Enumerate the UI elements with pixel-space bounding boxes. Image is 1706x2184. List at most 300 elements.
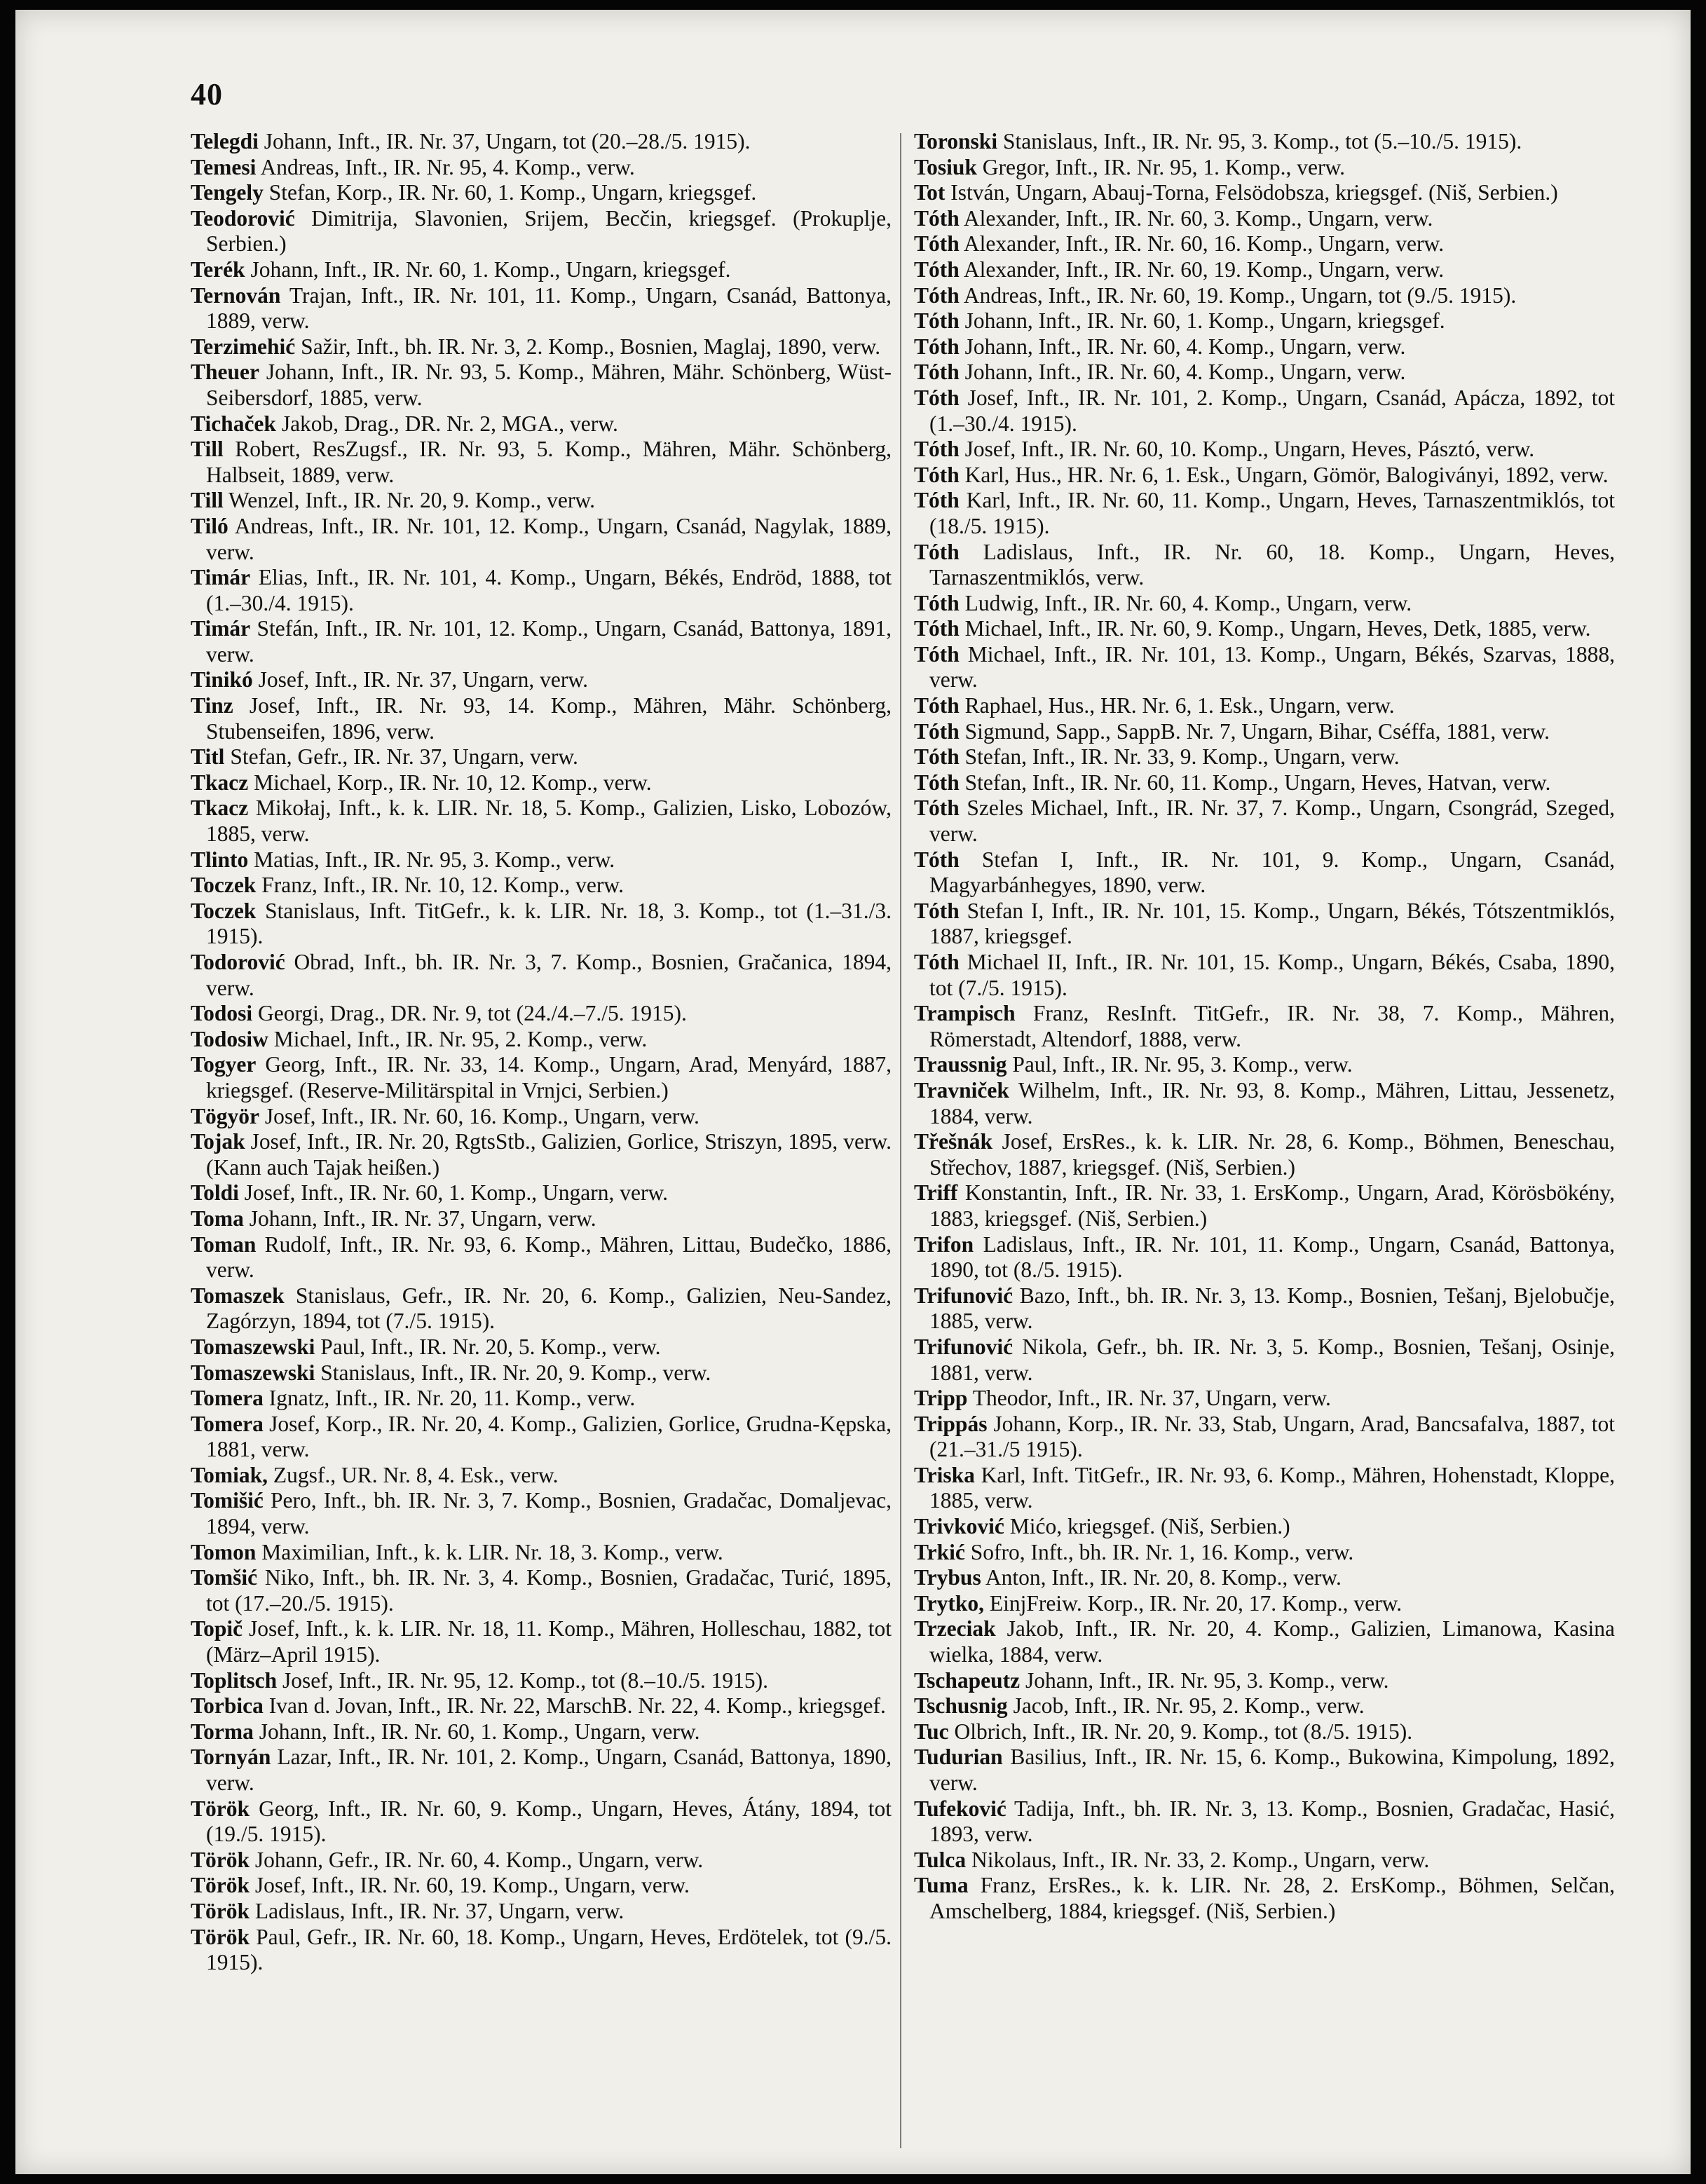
entry-details: Paul, Gefr., IR. Nr. 60, 18. Komp., Ungarn, Heves, Erdötelek, tot (9./5. 1915). [206, 1924, 892, 1975]
register-entry [191, 899, 892, 950]
register-entry [914, 1232, 1615, 1283]
entry-surname: Tripp [914, 1386, 968, 1411]
register-entry [914, 1591, 1615, 1617]
entry-details: Stefan, Gefr., IR. Nr. 37, Ungarn, verw. [230, 744, 578, 770]
entry-details: Ignatz, Inft., IR. Nr. 20, 11. Komp., verw. [268, 1386, 636, 1411]
entry-surname: Tichaček [191, 411, 276, 436]
entry-surname: Toman [191, 1231, 257, 1257]
entry-details: Johann, Inft., IR. Nr. 60, 1. Komp., Ungarn, verw. [259, 1719, 700, 1744]
entry-surname: Tóth [914, 539, 960, 564]
entry-surname: Třešnák [914, 1129, 993, 1154]
register-entry [191, 1335, 892, 1360]
entry-surname: Titl [191, 744, 225, 770]
entry-details: Franz, ErsRes., k. k. LIR. Nr. 28, 2. ErsKomp., Böhmen, Selčan, Amschelberg, 1884, kriegsgef. (Niš, Serbien.) [929, 1873, 1615, 1923]
left-column [191, 129, 892, 1976]
register-entry [914, 1565, 1615, 1591]
register-entry [191, 1745, 892, 1796]
register-entry [191, 1668, 892, 1694]
entry-surname: Trivković [914, 1514, 1004, 1539]
entry-surname: Topič [191, 1616, 243, 1642]
entry-details: Konstantin, Inft., IR. Nr. 33, 1. ErsKomp., Ungarn, Arad, Körösbökény, 1883, kriegsgef. (Niš, Serbien.) [929, 1180, 1615, 1231]
entry-details: Josef, Inft., IR. Nr. 20, RgtsStb., Galizien, Gorlice, Striszyn, 1895, verw. (Kann auch Tajak heißen.) [206, 1129, 892, 1180]
entry-details: Nikolaus, Inft., IR. Nr. 33, 2. Komp., Ungarn, verw. [971, 1847, 1430, 1872]
register-entry [191, 1899, 892, 1925]
entry-details: Johann, Inft., IR. Nr. 60, 4. Komp., Ungarn, verw. [964, 360, 1406, 385]
entry-details: Jakob, Inft., IR. Nr. 20, 4. Komp., Galizien, Limanowa, Kasina wielka, 1884, verw. [929, 1616, 1615, 1667]
entry-details: Michael, Inft., IR. Nr. 60, 9. Komp., Ungarn, Heves, Detk, 1885, verw. [964, 616, 1591, 641]
entry-surname: Teodorović [191, 205, 295, 231]
register-entry [914, 1078, 1615, 1129]
register-entry [914, 744, 1615, 770]
register-entry [914, 1463, 1615, 1514]
register-entry [191, 488, 892, 514]
entry-surname: Tóth [914, 257, 960, 282]
entry-details: Paul, Inft., IR. Nr. 95, 3. Komp., verw. [1012, 1052, 1353, 1077]
register-entry [914, 1796, 1615, 1848]
register-entry [914, 1412, 1615, 1463]
register-entry [914, 463, 1615, 489]
entry-details: Josef, Inft., IR. Nr. 101, 2. Komp., Ungarn, Csanád, Apácza, 1892, tot (1.–30./4. 1915). [929, 385, 1616, 436]
entry-surname: Terék [191, 257, 245, 282]
entry-details: Franz, Inft., IR. Nr. 10, 12. Komp., verw. [261, 873, 624, 898]
register-entry [191, 1001, 892, 1027]
register-entry [191, 1283, 892, 1335]
register-entry [914, 899, 1615, 950]
entry-surname: Török [191, 1873, 250, 1898]
entry-surname: Tóth [914, 744, 960, 770]
entry-surname: Tóth [914, 718, 960, 744]
entry-details: Josef, Inft., IR. Nr. 93, 14. Komp., Mähren, Mähr. Schönberg, Stubenseifen, 1896, verw. [206, 693, 892, 744]
entry-details: Alexander, Inft., IR. Nr. 60, 19. Komp., Ungarn, verw. [963, 257, 1445, 282]
entry-surname: Tóth [914, 641, 960, 667]
entry-surname: Todosi [191, 1001, 253, 1026]
register-entry [914, 693, 1615, 719]
entry-details: Ladislaus, Inft., IR. Nr. 101, 11. Komp., Ungarn, Csanád, Battonya, 1890, tot (8./5. 1915). [929, 1231, 1615, 1283]
register-entry [914, 385, 1615, 437]
register-entry [914, 1668, 1615, 1694]
register-entry [914, 1180, 1615, 1231]
entry-surname: Timár [191, 565, 251, 590]
entry-surname: Toczek [191, 873, 257, 898]
entry-surname: Tornyán [191, 1745, 271, 1770]
entry-details: Johann, Inft., IR. Nr. 95, 3. Komp., verw. [1025, 1667, 1389, 1693]
entry-details: Mićo, kriegsgef. (Niš, Serbien.) [1009, 1514, 1290, 1539]
entry-details: Sigmund, Sapp., SappB. Nr. 7, Ungarn, Bihar, Cséffa, 1881, verw. [964, 718, 1550, 744]
register-entry [914, 231, 1615, 257]
entry-surname: Tomaszek [191, 1283, 285, 1308]
entry-surname: Tuma [914, 1873, 969, 1898]
entry-surname: Török [191, 1847, 250, 1872]
entry-surname: Travniček [914, 1077, 1009, 1103]
register-entry [191, 1873, 892, 1899]
entry-details: Josef, Korp., IR. Nr. 20, 4. Komp., Galizien, Gorlice, Grudna-Kępska, 1881, verw. [206, 1411, 892, 1462]
entry-surname: Tóth [914, 488, 960, 513]
entry-surname: Toldi [191, 1180, 239, 1206]
register-entry [191, 334, 892, 360]
column-divider [900, 133, 901, 2148]
register-entry [191, 873, 892, 899]
register-entry [191, 667, 892, 693]
register-entry [914, 206, 1615, 232]
entry-surname: Tomon [191, 1539, 257, 1564]
entry-surname: Toronski [914, 129, 998, 153]
register-entry [914, 360, 1615, 385]
entry-details: Georg, Inft., IR. Nr. 60, 9. Komp., Ungarn, Heves, Átány, 1894, tot (19./5. 1915). [206, 1796, 892, 1847]
entry-details: Johann, Inft., IR. Nr. 37, Ungarn, verw. [249, 1206, 596, 1231]
entry-details: Pero, Inft., bh. IR. Nr. 3, 7. Komp., Bosnien, Gradačac, Domaljevac, 1894, verw. [206, 1488, 892, 1539]
register-entry [914, 642, 1615, 693]
entry-details: Michael, Korp., IR. Nr. 10, 12. Komp., verw. [254, 770, 652, 795]
register-entry [191, 1616, 892, 1667]
register-entry [914, 283, 1615, 309]
entry-details: Andreas, Inft., IR. Nr. 95, 4. Komp., verw. [260, 154, 635, 179]
entry-details: Stanislaus, Inft., IR. Nr. 95, 3. Komp., tot (5.–10./5. 1915). [1002, 129, 1522, 153]
entry-details: Alexander, Inft., IR. Nr. 60, 3. Komp., Ungarn, verw. [963, 205, 1433, 231]
entry-surname: Todorović [191, 950, 285, 974]
register-entry [914, 1719, 1615, 1745]
entry-surname: Tkacz [191, 770, 249, 795]
entry-surname: Tkacz [191, 796, 249, 821]
entry-surname: Tulca [914, 1847, 967, 1872]
entry-details: Mikołaj, Inft., k. k. LIR. Nr. 18, 5. Komp., Galizien, Lisko, Lobozów, 1885, verw. [206, 796, 892, 847]
register-entry [914, 437, 1615, 463]
register-entry [914, 1745, 1615, 1796]
register-entry [914, 540, 1615, 591]
entry-details: Trajan, Inft., IR. Nr. 101, 11. Komp., Ungarn, Csanád, Battonya, 1889, verw. [206, 282, 892, 334]
entry-details: Karl, Inft. TitGefr., IR. Nr. 93, 6. Komp., Mähren, Hohenstadt, Kloppe, 1885, verw. [929, 1462, 1616, 1513]
entry-details: Maximilian, Inft., k. k. LIR. Nr. 18, 3. Komp., verw. [261, 1539, 723, 1564]
right-column [914, 129, 1615, 1925]
register-entry [914, 1693, 1615, 1719]
entry-surname: Torma [191, 1719, 254, 1744]
register-entry [914, 129, 1615, 155]
register-entry [191, 950, 892, 1001]
register-entry [914, 770, 1615, 796]
entry-details: Josef, Inft., k. k. LIR. Nr. 18, 11. Komp., Mähren, Holleschau, 1882, tot (März–April 1915). [206, 1616, 892, 1667]
register-entry [191, 1463, 892, 1489]
entry-details: Elias, Inft., IR. Nr. 101, 4. Komp., Ungarn, Békés, Endröd, 1888, tot (1.–30./4. 1915). [206, 565, 892, 615]
entry-surname: Tengely [191, 180, 264, 205]
entry-details: Johann, Gefr., IR. Nr. 60, 4. Komp., Ungarn, verw. [254, 1847, 704, 1872]
entry-details: Josef, Inft., IR. Nr. 60, 10. Komp., Ungarn, Heves, Pásztó, verw. [964, 437, 1535, 462]
register-entry [914, 488, 1615, 539]
entry-details: Sažir, Inft., bh. IR. Nr. 3, 2. Komp., Bosnien, Maglaj, 1890, verw. [301, 334, 881, 359]
entry-surname: Trzeciak [914, 1616, 996, 1642]
register-entry [914, 1848, 1615, 1874]
entry-surname: Trifunović [914, 1334, 1014, 1359]
register-entry [191, 206, 892, 257]
entry-surname: Tóth [914, 898, 960, 923]
entry-details: Wenzel, Inft., IR. Nr. 20, 9. Komp., verw. [228, 488, 595, 513]
register-entry [191, 1027, 892, 1053]
register-entry [914, 180, 1615, 206]
register-entry [914, 1129, 1615, 1180]
entry-surname: Tóth [914, 693, 960, 718]
register-entry [914, 1001, 1615, 1052]
entry-surname: Trkić [914, 1539, 965, 1564]
register-entry [914, 1514, 1615, 1540]
register-entry [191, 514, 892, 565]
register-entry [191, 1719, 892, 1745]
register-entry [914, 616, 1615, 642]
entry-details: Michael, Inft., IR. Nr. 95, 2. Komp., verw. [273, 1026, 648, 1051]
entry-surname: Tóth [914, 385, 960, 410]
entry-surname: Tomera [191, 1411, 264, 1436]
register-entry [191, 1206, 892, 1232]
entry-surname: Trytko, [914, 1590, 985, 1616]
entry-details: Johann, Inft., IR. Nr. 37, Ungarn, tot (20.–28./5. 1915). [264, 129, 751, 153]
entry-details: Paul, Inft., IR. Nr. 20, 5. Komp., verw. [320, 1334, 661, 1359]
entry-surname: Tufeković [914, 1796, 1006, 1821]
entry-details: Alexander, Inft., IR. Nr. 60, 16. Komp., Ungarn, verw. [963, 231, 1445, 257]
entry-details: Karl, Inft., IR. Nr. 60, 11. Komp., Ungarn, Heves, Tarnaszentmiklós, tot (18./5. 1915). [929, 488, 1615, 538]
register-entry [914, 1052, 1615, 1078]
register-entry [191, 1925, 892, 1976]
register-entry [914, 1540, 1615, 1566]
entry-surname: Trifunović [914, 1283, 1014, 1308]
register-entry [914, 1386, 1615, 1412]
register-entry [914, 257, 1615, 283]
entry-surname: Tinz [191, 693, 233, 718]
entry-details: Basilius, Inft., IR. Nr. 15, 6. Komp., Bukowina, Kimpolung, 1892, verw. [929, 1745, 1615, 1795]
entry-surname: Török [191, 1924, 250, 1949]
entry-details: Raphael, Hus., HR. Nr. 6, 1. Esk., Ungarn, verw. [964, 693, 1395, 718]
register-entry [191, 1386, 892, 1412]
entry-details: Josef, Inft., IR. Nr. 95, 12. Komp., tot (8.–10./5. 1915). [282, 1667, 768, 1693]
register-entry [191, 1129, 892, 1180]
register-entry [914, 847, 1615, 899]
entry-details: Ludwig, Inft., IR. Nr. 60, 4. Komp., Ungarn, verw. [964, 590, 1412, 615]
scanned-page [15, 10, 1691, 2174]
entry-surname: Tóth [914, 437, 960, 462]
entry-details: Ladislaus, Inft., IR. Nr. 37, Ungarn, verw. [254, 1898, 625, 1923]
entry-surname: Tóth [914, 334, 960, 359]
register-entry [191, 616, 892, 667]
entry-details: Sofro, Inft., bh. IR. Nr. 1, 16. Komp., verw. [970, 1539, 1354, 1564]
entry-surname: Theuer [191, 360, 259, 385]
entry-details: Franz, ResInft. TitGefr., IR. Nr. 38, 7. Komp., Mähren, Römerstadt, Altendorf, 1888, verw. [929, 1001, 1616, 1051]
entry-details: Johann, Inft., IR. Nr. 60, 1. Komp., Ungarn, kriegsgef. [964, 308, 1445, 334]
entry-surname: Tomišić [191, 1488, 264, 1513]
entry-surname: Tot [914, 180, 946, 205]
register-entry [191, 257, 892, 283]
entry-details: Stefan, Inft., IR. Nr. 60, 11. Komp., Ungarn, Heves, Hatvan, verw. [964, 770, 1551, 795]
entry-details: Nikola, Gefr., bh. IR. Nr. 3, 5. Komp., Bosnien, Tešanj, Osinje, 1881, verw. [929, 1334, 1615, 1385]
entry-details: Michael, Inft., IR. Nr. 101, 13. Komp., Ungarn, Békés, Szarvas, 1888, verw. [929, 641, 1615, 692]
entry-surname: Tóth [914, 770, 960, 795]
register-entry [914, 591, 1615, 617]
entry-details: Stefan, Korp., IR. Nr. 60, 1. Komp., Ungarn, kriegsgef. [268, 180, 757, 205]
entry-details: Bazo, Inft., bh. IR. Nr. 3, 13. Komp., Bosnien, Tešanj, Bjelobučje, 1885, verw. [929, 1283, 1615, 1334]
entry-surname: Timár [191, 616, 251, 641]
entry-details: Stefán, Inft., IR. Nr. 101, 12. Komp., Ungarn, Csanád, Battonya, 1891, verw. [206, 616, 892, 667]
entry-details: Georg, Inft., IR. Nr. 33, 14. Komp., Ungarn, Arad, Menyárd, 1887, kriegsgef. (Reserve-Militärspital in Vrnjci, Serbien.) [206, 1052, 892, 1103]
entry-surname: Tuc [914, 1719, 949, 1744]
entry-details: EinjFreiw. Korp., IR. Nr. 20, 17. Komp., verw. [989, 1590, 1403, 1616]
entry-details: Matias, Inft., IR. Nr. 95, 3. Komp., verw. [254, 847, 615, 872]
entry-details: Jakob, Drag., DR. Nr. 2, MGA., verw. [281, 411, 618, 436]
register-entry [914, 796, 1615, 847]
register-entry [191, 283, 892, 334]
register-entry [191, 1693, 892, 1719]
entry-surname: Temesi [191, 154, 257, 179]
entry-details: István, Ungarn, Abauj-Torna, Felsödobsza, kriegsgef. (Niš, Serbien.) [950, 180, 1558, 205]
entry-surname: Toplitsch [191, 1667, 278, 1693]
entry-surname: Tóth [914, 205, 960, 231]
register-entry [914, 950, 1615, 1001]
entry-details: Theodor, Inft., IR. Nr. 37, Ungarn, verw. [972, 1386, 1331, 1411]
entry-details: Johann, Korp., IR. Nr. 33, Stab, Ungarn, Arad, Bancsafalva, 1887, tot (21.–31./5 1915). [929, 1411, 1615, 1462]
entry-surname: Tóth [914, 590, 960, 615]
entry-surname: Tóth [914, 950, 960, 974]
entry-surname: Toczek [191, 898, 257, 923]
register-entry [191, 1232, 892, 1283]
register-entry [914, 308, 1615, 334]
entry-surname: Togyer [191, 1052, 257, 1077]
entry-surname: Tóth [914, 231, 960, 257]
entry-surname: Trybus [914, 1565, 981, 1590]
entry-surname: Tosiuk [914, 154, 977, 179]
register-entry [191, 1052, 892, 1103]
register-entry [191, 693, 892, 744]
entry-details: Johann, Inft., IR. Nr. 93, 5. Komp., Mähren, Mähr. Schönberg, Wüst-Seibersdorf, 1885, verw. [206, 360, 892, 410]
register-entry [191, 1796, 892, 1848]
entry-details: Michael II, Inft., IR. Nr. 101, 15. Komp., Ungarn, Békés, Csaba, 1890, tot (7./5. 1915). [929, 950, 1615, 1000]
entry-surname: Tojak [191, 1129, 245, 1154]
entry-details: Andreas, Inft., IR. Nr. 60, 19. Komp., Ungarn, tot (9./5. 1915). [963, 282, 1517, 308]
entry-surname: Telegdi [191, 129, 259, 153]
entry-surname: Triska [914, 1462, 975, 1487]
entry-surname: Ternován [191, 282, 281, 308]
register-entry [191, 437, 892, 488]
entry-surname: Tlinto [191, 847, 249, 872]
register-entry [191, 155, 892, 181]
register-entry [914, 1616, 1615, 1667]
entry-details: Robert, ResZugsf., IR. Nr. 93, 5. Komp., Mähren, Mähr. Schönberg, Halbseit, 1889, verw. [206, 437, 892, 487]
register-entry [914, 334, 1615, 360]
entry-details: Stanislaus, Inft. TitGefr., k. k. LIR. Nr. 18, 3. Komp., tot (1.–31./3. 1915). [206, 898, 892, 949]
entry-surname: Trippás [914, 1411, 988, 1436]
entry-surname: Tóth [914, 616, 960, 641]
entry-details: Rudolf, Inft., IR. Nr. 93, 6. Komp., Mähren, Littau, Budečko, 1886, verw. [206, 1231, 892, 1283]
entry-details: Dimitrija, Slavonien, Srijem, Becčin, kriegsgef. (Prokuplje, Serbien.) [206, 205, 892, 257]
entry-surname: Till [191, 488, 224, 513]
entry-details: Niko, Inft., bh. IR. Nr. 3, 4. Komp., Bosnien, Gradačac, Turić, 1895, tot (17.–20./5. 1915). [206, 1565, 892, 1616]
entry-surname: Tóth [914, 360, 960, 385]
entry-surname: Triff [914, 1180, 958, 1206]
entry-details: Zugsf., UR. Nr. 8, 4. Esk., verw. [273, 1462, 559, 1487]
entry-surname: Traussnig [914, 1052, 1007, 1077]
entry-surname: Török [191, 1796, 250, 1821]
entry-surname: Tóth [914, 282, 960, 308]
register-entry [914, 1335, 1615, 1386]
register-entry [914, 1283, 1615, 1335]
entry-details: Johann, Inft., IR. Nr. 60, 1. Komp., Ungarn, kriegsgef. [250, 257, 731, 282]
entry-details: Stefan I, Inft., IR. Nr. 101, 15. Komp., Ungarn, Békés, Tótszentmiklós, 1887, kriegsgef. [929, 898, 1616, 949]
register-entry [191, 180, 892, 206]
register-entry [914, 719, 1615, 745]
entry-details: Ivan d. Jovan, Inft., IR. Nr. 22, MarschB. Nr. 22, 4. Komp., kriegsgef. [268, 1693, 886, 1719]
entry-details: Lazar, Inft., IR. Nr. 101, 2. Komp., Ungarn, Csanád, Battonya, 1890, verw. [206, 1745, 892, 1795]
entry-surname: Tomiak, [191, 1462, 268, 1487]
entry-surname: Tschapeutz [914, 1667, 1021, 1693]
entry-details: Josef, Inft., IR. Nr. 60, 1. Komp., Ungarn, verw. [244, 1180, 669, 1206]
entry-details: Ladislaus, Inft., IR. Nr. 60, 18. Komp., Ungarn, Heves, Tarnaszentmiklós, verw. [929, 539, 1615, 590]
entry-details: Szeles Michael, Inft., IR. Nr. 37, 7. Komp., Ungarn, Csongrád, Szeged, verw. [929, 796, 1616, 847]
register-entry [914, 1873, 1615, 1924]
register-entry [191, 744, 892, 770]
entry-details: Jacob, Inft., IR. Nr. 95, 2. Komp., verw. [1013, 1693, 1365, 1719]
register-entry [191, 1360, 892, 1386]
entry-surname: Tinikó [191, 667, 253, 692]
entry-details: Tadija, Inft., bh. IR. Nr. 3, 13. Komp., Bosnien, Gradačac, Hasić, 1893, verw. [929, 1796, 1615, 1847]
entry-surname: Tóth [914, 308, 960, 334]
entry-details: Olbrich, Inft., IR. Nr. 20, 9. Komp., tot (8./5. 1915). [954, 1719, 1413, 1744]
entry-surname: Török [191, 1898, 250, 1923]
entry-details: Karl, Hus., HR. Nr. 6, 1. Esk., Ungarn, Gömör, Balogiványi, 1892, verw. [964, 462, 1609, 487]
entry-details: Stefan, Inft., IR. Nr. 33, 9. Komp., Ungarn, verw. [964, 744, 1400, 770]
entry-surname: Trifon [914, 1231, 974, 1257]
entry-details: Gregor, Inft., IR. Nr. 95, 1. Komp., verw. [982, 154, 1346, 179]
entry-surname: Trampisch [914, 1001, 1016, 1026]
entry-details: Stanislaus, Gefr., IR. Nr. 20, 6. Komp., Galizien, Neu-Sandez, Zagórzyn, 1894, tot (7./5. 1915). [206, 1283, 892, 1334]
register-entry [191, 1412, 892, 1463]
entry-surname: Torbica [191, 1693, 264, 1719]
entry-surname: Tóth [914, 462, 960, 487]
register-entry [191, 1565, 892, 1616]
entry-surname: Tóth [914, 847, 960, 872]
entry-surname: Toma [191, 1206, 244, 1231]
entry-details: Josef, Inft., IR. Nr. 37, Ungarn, verw. [258, 667, 588, 692]
entry-surname: Tomera [191, 1386, 264, 1411]
register-entry [191, 1180, 892, 1206]
entry-surname: Todosiw [191, 1026, 268, 1051]
entry-surname: Tiló [191, 513, 228, 538]
register-entry [191, 770, 892, 796]
entry-surname: Tomaszewski [191, 1360, 315, 1385]
entry-details: Andreas, Inft., IR. Nr. 101, 12. Komp., Ungarn, Csanád, Nagylak, 1889, verw. [206, 513, 892, 564]
page-number: 40 [191, 77, 223, 111]
entry-surname: Tögyör [191, 1103, 259, 1128]
register-entry [191, 129, 892, 155]
register-entry [191, 847, 892, 873]
register-entry [191, 411, 892, 437]
entry-details: Johann, Inft., IR. Nr. 60, 4. Komp., Ungarn, verw. [964, 334, 1406, 359]
register-entry [191, 565, 892, 616]
entry-surname: Tóth [914, 796, 960, 821]
entry-details: Josef, ErsRes., k. k. LIR. Nr. 28, 6. Komp., Böhmen, Beneschau, Střechov, 1887, kriegsgef. (Niš, Serbien.) [929, 1129, 1616, 1180]
entry-details: Josef, Inft., IR. Nr. 60, 16. Komp., Ungarn, verw. [264, 1103, 700, 1128]
register-entry [191, 1848, 892, 1874]
entry-details: Georgi, Drag., DR. Nr. 9, tot (24./4.–7./5. 1915). [258, 1001, 687, 1026]
entry-surname: Tomšić [191, 1565, 258, 1590]
register-entry [914, 155, 1615, 181]
register-entry [191, 1488, 892, 1539]
entry-details: Stefan I, Inft., IR. Nr. 101, 9. Komp., Ungarn, Csanád, Magyarbánhegyes, 1890, verw. [929, 847, 1616, 898]
register-entry [191, 1104, 892, 1130]
entry-surname: Terzimehić [191, 334, 296, 359]
entry-details: Wilhelm, Inft., IR. Nr. 93, 8. Komp., Mähren, Littau, Jessenetz, 1884, verw. [929, 1077, 1615, 1128]
entry-details: Josef, Inft., IR. Nr. 60, 19. Komp., Ungarn, verw. [254, 1873, 690, 1898]
entry-details: Stanislaus, Inft., IR. Nr. 20, 9. Komp., verw. [320, 1360, 711, 1385]
register-entry [191, 1540, 892, 1566]
entry-details: Obrad, Inft., bh. IR. Nr. 3, 7. Komp., Bosnien, Gračanica, 1894, verw. [206, 950, 892, 1000]
entry-surname: Tschusnig [914, 1693, 1008, 1719]
entry-details: Anton, Inft., IR. Nr. 20, 8. Komp., verw. [985, 1565, 1342, 1590]
register-entry [191, 360, 892, 411]
entry-surname: Tomaszewski [191, 1334, 315, 1359]
entry-surname: Tudurian [914, 1745, 1003, 1770]
